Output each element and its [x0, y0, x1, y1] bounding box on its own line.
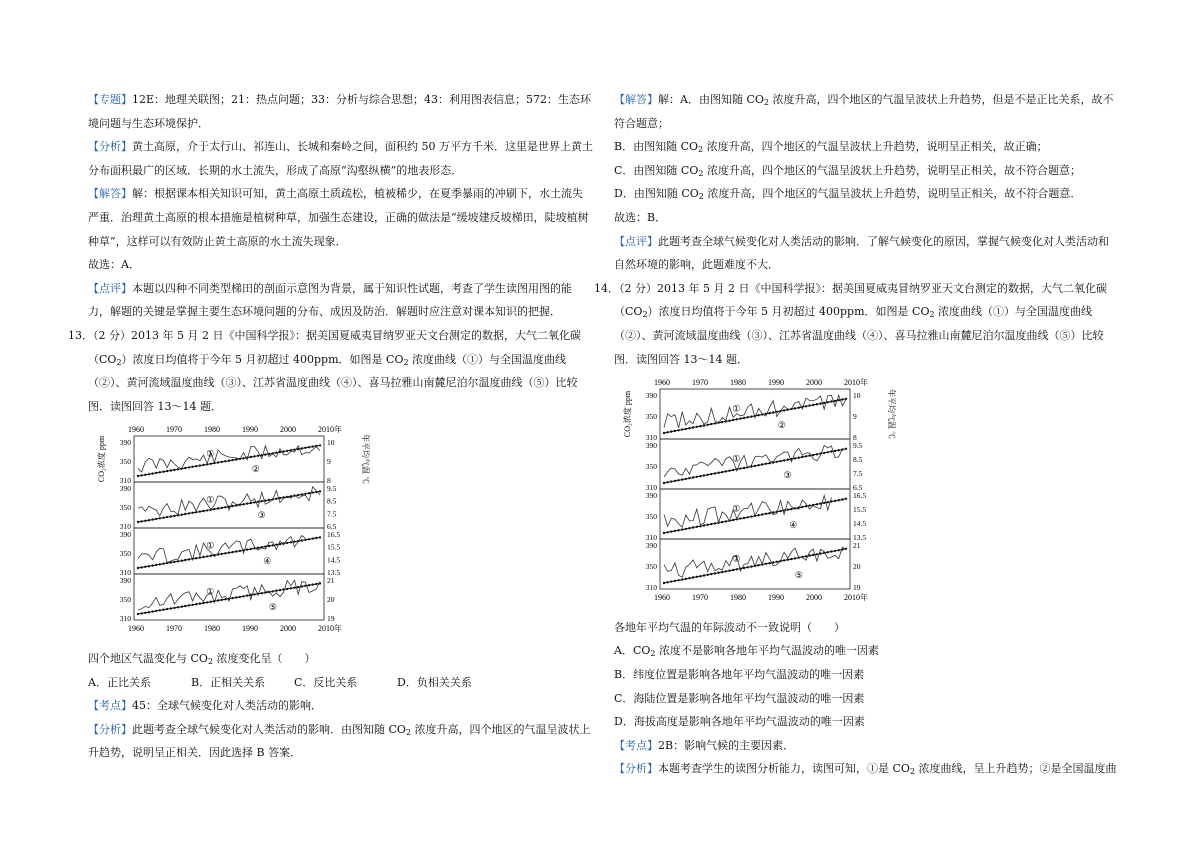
temp-tick: 9 [853, 412, 857, 422]
co2-tick: 350 [645, 562, 657, 572]
co2-tick: 310 [645, 483, 657, 493]
question-text: 浓度曲线（①）与全国温度曲线（②）、黄河流域温度曲线（③）、江苏省温度曲线（④）、喜马拉雅山南麓尼泊尔温度曲线（⑤）比较图．读图回答 13～14 题． [88, 352, 578, 413]
co2-tick: 350 [119, 595, 131, 605]
option-d: D．海拔高度是影响各地年平均气温波动的唯一因素 [614, 715, 865, 729]
year-tick-top: 1960 [128, 425, 144, 435]
curve-label: ① [732, 403, 741, 414]
analysis-paragraph [88, 135, 593, 182]
kaodian-text: 45：全球气候变化对人类活动的影响． [132, 699, 322, 713]
curve-label: ④ [263, 556, 272, 567]
temp-tick: 16.5 [853, 491, 867, 501]
comment-paragraph [88, 277, 593, 324]
curve-label: ⑤ [794, 570, 803, 581]
comment-text: 本题以四种不同类型梯田的剖面示意图为背景，属于知识性试题，考查了学生读图用图的能力，解题的关键是掌握主要生态环境问题的分布、成因及防治．解题时应注意对课本知识的把握． [88, 281, 572, 319]
curve-label: ① [206, 587, 215, 598]
option-text: 浓度不是影响各地年平均气温波动的唯一因素 [655, 644, 879, 658]
fenxi-paragraph [88, 718, 593, 765]
co2-tick: 310 [645, 433, 657, 443]
jieda-text: 解：A．由图知随 CO [658, 93, 764, 106]
temp-tick: 10 [327, 438, 335, 448]
temp-tick: 8.5 [327, 496, 337, 506]
temp-tick: 15.5 [853, 505, 867, 515]
temp-tick: 7.5 [327, 509, 337, 519]
co2-axis-label: CO₂浓度 ppm [97, 436, 106, 483]
co2-tick: 390 [645, 491, 657, 501]
question-text: （2 分）2013 年 5 月 2 日《中国科学报》：据美国夏威夷冒纳罗亚天文台测定的数据，大气二氧化碳（CO [88, 328, 581, 366]
temperature-line [138, 487, 320, 516]
co2-tick: 350 [645, 412, 657, 422]
fenxi-paragraph [614, 757, 1119, 781]
question-14-stem: 各地年平均气温的年际波动不一致说明（ ） [614, 620, 845, 634]
co2-tick: 350 [119, 549, 131, 559]
year-tick-top: 1970 [166, 425, 182, 435]
temperature-line [664, 547, 846, 577]
left-column [68, 88, 593, 765]
analysis-text: 黄土高原，介于太行山、祁连山、长城和秦岭之间，面积约 50 万平方千米．这里是世界上黄土分布面积最广的区域．长期的水土流失，形成了高原“沟壑纵横”的地表形态． [88, 140, 593, 177]
fenxi-text: 本题考查学生的读图分析能力，读图可知，①是 CO [658, 762, 910, 776]
curve-label: ⑤ [268, 602, 277, 613]
temp-tick: 9.5 [327, 484, 337, 494]
question-13-options [88, 671, 593, 695]
dianping-tag: 【点评】 [614, 234, 658, 248]
year-tick-top: 1980 [204, 425, 220, 435]
curve-label: ② [251, 464, 260, 475]
year-tick-top: 1970 [692, 378, 708, 388]
year-tick-top: 1980 [730, 378, 746, 388]
curve-label: ① [206, 495, 215, 506]
kaodian-text: 2B：影响气候的主要因素． [658, 738, 795, 752]
temp-tick: 19 [327, 614, 335, 624]
jieda-paragraph [614, 88, 1119, 135]
year-tick-top: 2000 [280, 425, 296, 435]
fenxi-tag: 【分析】 [88, 722, 132, 736]
subscript: 2 [405, 727, 412, 737]
curve-label: ③ [783, 470, 792, 481]
year-tick-bottom: 2000 [806, 593, 822, 603]
year-tick-bottom: 2000 [280, 624, 296, 634]
co2-axis-label: CO₂浓度 ppm [623, 391, 632, 438]
right-column [594, 88, 1119, 781]
co2-temperature-figure-right [620, 375, 1119, 612]
curve-label: ① [732, 453, 741, 464]
panel-frame [660, 389, 850, 439]
temperature-line [138, 536, 305, 563]
option-a: A．正比关系 [88, 675, 151, 689]
curve-label: ④ [789, 520, 798, 531]
option-c: C．反比关系 [294, 675, 358, 689]
subscript: 2 [403, 357, 409, 367]
question-text: ）浓度日均值将于今年 5 月初超过 400ppm．如图是 CO [647, 305, 930, 319]
year-tick-top: 1990 [768, 378, 784, 388]
co2-tick: 310 [119, 568, 131, 578]
temp-tick: 16.5 [327, 530, 341, 540]
answer-text: 解：根据课本相关知识可知，黄土高原土质疏松，植被稀少，在夏季暴雨的冲刷下，水土流失严重．治理黄土高原的根本措施是植树种草，加强生态建设，正确的做法是“缓坡建反坡梯田，陡坡植树种草”，这样可以有效防止黄土高原的水土流失现象． [88, 187, 589, 248]
subscript: 2 [116, 357, 122, 367]
panel-frame [134, 436, 324, 482]
analysis-tag: 【分析】 [88, 140, 132, 154]
explain-text: D．由图知随 CO [614, 187, 699, 201]
temperature-line [138, 581, 320, 611]
choice-line: 故选：B． [614, 210, 667, 224]
year-tick-bottom: 1980 [730, 593, 746, 603]
option-c: C．海陆位置是影响各地年平均气温波动的唯一因素 [614, 691, 865, 705]
co2-tick: 350 [645, 512, 657, 522]
temp-tick: 13.5 [853, 533, 867, 543]
panel-frame [134, 528, 324, 574]
temp-tick: 14.5 [853, 519, 867, 529]
curve-label: ③ [257, 510, 266, 521]
temperature-line [664, 395, 846, 431]
question-text: 浓度曲线（①）与全国温度曲线（②）、黄河流域温度曲线（③）、江苏省温度曲线（④）、喜马拉雅山南麓尼泊尔温度曲线（⑤）比较图．读图回答 13～14 题． [614, 305, 1104, 366]
temp-tick: 7.5 [853, 469, 863, 479]
subscript: 2 [650, 649, 656, 659]
question-number: 13． [68, 328, 93, 342]
temp-tick: 8 [853, 433, 857, 443]
co2-tick: 350 [645, 462, 657, 472]
explain-text: 浓度升高，四个地区的气温呈波状上升趋势，说明呈正相关，故正确； [703, 140, 1048, 154]
year-tick-bottom: 1960 [654, 593, 670, 603]
subscript: 2 [929, 310, 935, 320]
temp-tick: 21 [327, 576, 335, 586]
temp-tick: 15.5 [327, 542, 341, 552]
subscript: 2 [642, 310, 648, 320]
question-14 [594, 277, 1119, 371]
temp-tick: 10 [853, 391, 861, 401]
year-tick-bottom: 1970 [692, 593, 708, 603]
answer-paragraph [88, 182, 593, 253]
year-tick-bottom: 2010年 [844, 593, 868, 603]
curve-label: ① [206, 541, 215, 552]
explain-text: 浓度升高，四个地区的气温呈波状上升趋势，说明呈正相关，故不符合题意． [703, 187, 1082, 201]
co2-tick: 390 [645, 441, 657, 451]
temp-tick: 8 [327, 476, 331, 486]
temp-axis-label: 年平均气温 ℃ [361, 434, 370, 485]
panel-frame [134, 574, 324, 620]
question-13 [68, 324, 593, 418]
co2-temperature-chart [94, 422, 369, 634]
stem-text: 四个地区气温变化与 CO [88, 651, 208, 665]
year-tick-bottom: 1990 [242, 624, 258, 634]
temp-tick: 9.5 [853, 441, 863, 451]
co2-tick: 390 [645, 541, 657, 551]
choice-line: 故选：A． [88, 258, 140, 272]
co2-tick: 310 [119, 614, 131, 624]
co2-tick: 390 [119, 484, 131, 494]
co2-line [664, 449, 846, 483]
temp-tick: 13.5 [327, 568, 341, 578]
co2-tick: 310 [645, 533, 657, 543]
option-a [614, 639, 1119, 663]
temp-tick: 6.5 [853, 483, 863, 493]
co2-temperature-chart [620, 375, 895, 603]
temp-tick: 9 [327, 457, 331, 467]
subscript: 2 [698, 192, 704, 202]
subscript: 2 [698, 145, 704, 155]
topic-paragraph [88, 88, 593, 135]
jieda-tag: 【解答】 [614, 93, 658, 106]
explain-text: C．由图知随 CO [614, 163, 699, 177]
co2-temperature-figure-left [94, 422, 593, 643]
year-tick-bottom: 2010年 [318, 624, 342, 634]
temperature-line [664, 446, 846, 477]
co2-tick: 390 [119, 576, 131, 586]
year-tick-bottom: 1980 [204, 624, 220, 634]
year-tick-top: 2010年 [844, 378, 868, 388]
option-d: D．负相关关系 [397, 675, 472, 689]
option-b: B．纬度位置是影响各地年平均气温波动的唯一因素 [614, 667, 865, 681]
kaodian-tag: 【考点】 [614, 738, 658, 752]
co2-tick: 350 [119, 457, 131, 467]
comment-tag: 【点评】 [88, 281, 132, 295]
temperature-line [664, 496, 831, 531]
temp-axis-label: 年平均气温 ℃ [887, 389, 896, 440]
panel-frame [660, 539, 850, 589]
co2-tick: 310 [119, 522, 131, 532]
topic-tag: 【专题】 [88, 93, 132, 106]
subscript: 2 [763, 98, 769, 107]
year-tick-top: 1960 [654, 378, 670, 388]
kaodian-paragraph [88, 694, 593, 718]
option-b-explanation [614, 135, 1119, 159]
kaodian-paragraph [614, 734, 1119, 758]
stem-text: 浓度变化呈（ ） [213, 651, 316, 665]
panel-frame [660, 489, 850, 539]
curve-label: ① [206, 449, 215, 460]
question-number: 14． [594, 281, 619, 295]
co2-tick: 390 [119, 530, 131, 540]
year-tick-top: 2010年 [318, 425, 342, 435]
fenxi-tag: 【分析】 [614, 762, 658, 776]
option-text: A．CO [614, 644, 651, 658]
option-b: B．正相关关系 [191, 675, 266, 689]
co2-tick: 310 [119, 476, 131, 486]
dianping-text: 此题考查全球气候变化对人类活动的影响．了解气候变化的原因，掌握气候变化对人类活动和自然环境的影响，此题难度不大． [614, 234, 1109, 272]
question-text: （2 分）2013 年 5 月 2 日《中国科学报》：据美国夏威夷冒纳罗亚天文台测定的数据，大气二氧化碳（CO [614, 281, 1107, 319]
co2-tick: 310 [645, 583, 657, 593]
panel-frame [134, 482, 324, 528]
explain-text: B．由图知随 CO [614, 140, 699, 154]
temp-tick: 6.5 [327, 522, 337, 532]
year-tick-bottom: 1970 [166, 624, 182, 634]
option-c-explanation [614, 159, 1119, 183]
kaodian-tag: 【考点】 [88, 699, 132, 713]
co2-tick: 350 [119, 503, 131, 513]
jieda-text: 浓度升高，四个地区的气温呈波状上升趋势，但是不是正比关系，故不符合题意； [614, 93, 1114, 130]
co2-tick: 390 [119, 438, 131, 448]
fenxi-text: 浓度升高，四个地区的气温呈波状上升趋势，说明呈正相关．因此选择 B 答案． [88, 722, 591, 760]
topic-text: 12E：地理关联图；21：热点问题；33：分析与综合思想；43：利用图表信息；572：生态环境问题与生态环境保护． [88, 93, 592, 130]
explain-text: 浓度升高，四个地区的气温呈波状上升趋势，说明呈正相关，故不符合题意； [703, 163, 1081, 177]
curve-label: ① [732, 503, 741, 514]
co2-line [138, 446, 320, 477]
fenxi-text: 浓度曲线，呈上升趋势；②是全国温度曲 [915, 762, 1117, 776]
curve-label: ② [777, 420, 786, 431]
subscript: 2 [698, 168, 704, 178]
answer-tag: 【解答】 [88, 187, 132, 201]
dianping-paragraph [614, 230, 1119, 277]
panel-frame [660, 439, 850, 489]
co2-line [138, 584, 320, 615]
temp-tick: 20 [327, 595, 335, 605]
question-text: ）浓度日均值将于今年 5 月初超过 400ppm．如图是 CO [121, 352, 404, 366]
co2-line [664, 399, 846, 433]
subscript: 2 [207, 656, 214, 666]
co2-tick: 390 [645, 391, 657, 401]
year-tick-top: 1990 [242, 425, 258, 435]
year-tick-top: 2000 [806, 378, 822, 388]
curve-label: ① [732, 553, 741, 564]
fenxi-text: 此题考查全球气候变化对人类活动的影响．由图知随 CO [132, 722, 406, 736]
year-tick-bottom: 1960 [128, 624, 144, 634]
temp-tick: 21 [853, 541, 861, 551]
question-13-stem [88, 647, 593, 671]
option-d-explanation [614, 182, 1119, 206]
subscript: 2 [909, 767, 916, 777]
temp-tick: 8.5 [853, 455, 863, 465]
year-tick-bottom: 1990 [768, 593, 784, 603]
temp-tick: 20 [853, 562, 861, 572]
temp-tick: 14.5 [327, 555, 341, 565]
temp-tick: 19 [853, 583, 861, 593]
